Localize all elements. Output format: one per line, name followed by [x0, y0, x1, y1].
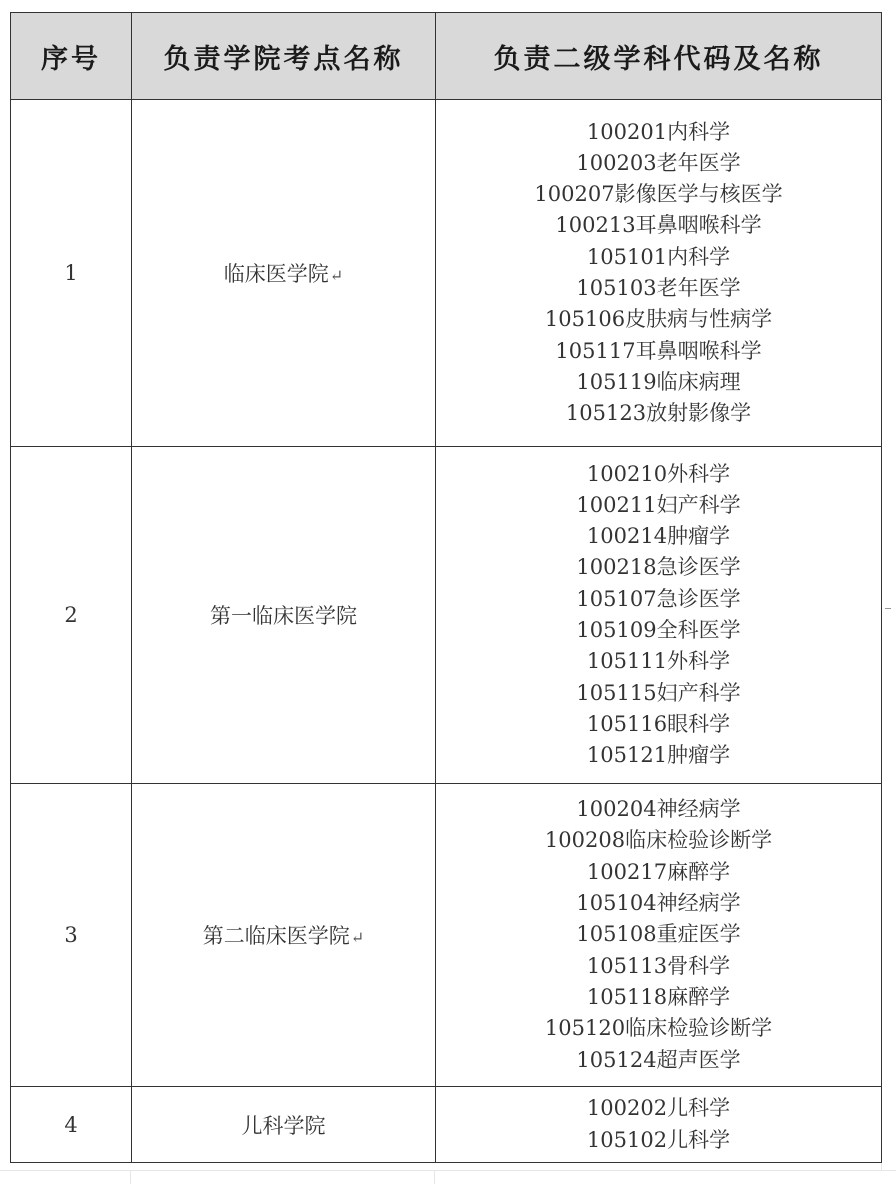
- school-cell: [132, 1087, 436, 1163]
- row-number: 1: [11, 100, 132, 447]
- codes-list: [436, 459, 881, 772]
- list-item: 100218急诊医学: [576, 555, 741, 580]
- faint-gridline: [0, 1170, 896, 1171]
- school-name: 第二临床医学院: [202, 924, 350, 948]
- codes-list: [436, 117, 881, 430]
- faint-gridline: [434, 1170, 435, 1184]
- list-item: 105103老年医学: [576, 276, 741, 300]
- list-item: 100213耳鼻咽喉科学: [555, 213, 762, 238]
- list-item: 100202儿科学: [586, 1096, 731, 1121]
- list-item: 100214肿瘤学: [586, 524, 731, 549]
- row-number: 2: [11, 447, 132, 784]
- list-item: 100210外科学: [586, 461, 731, 486]
- school-cell: [132, 447, 436, 784]
- table-row: [11, 100, 882, 447]
- list-item: 105118麻醉学: [586, 984, 731, 1009]
- list-item: 105120临床检验诊断学: [544, 1016, 773, 1041]
- list-item: 100203老年医学: [576, 150, 741, 175]
- list-item: 105108重症医学: [576, 922, 741, 947]
- list-item: 105124超声医学: [576, 1047, 741, 1072]
- school-cell: [132, 784, 436, 1087]
- codes-cell: [436, 1087, 882, 1163]
- list-item: 105102儿科学: [586, 1127, 731, 1152]
- list-item: 105121肿瘤学: [586, 743, 731, 768]
- paragraph-mark-icon: ↵: [329, 266, 344, 285]
- codes-list: [436, 794, 881, 1076]
- codes-cell: [436, 447, 882, 784]
- codes-list: [436, 1093, 881, 1156]
- codes-cell: [436, 100, 882, 447]
- list-item: 105115妇产科学: [576, 680, 741, 705]
- list-item: 100207影像医学与核医学: [534, 182, 783, 207]
- header-school: 负责学院考点名称: [132, 13, 436, 100]
- list-item: 105107急诊医学: [576, 586, 741, 611]
- table-row: [11, 447, 882, 784]
- list-item: 105123放射影像学: [565, 401, 752, 426]
- stray-mark: [885, 608, 891, 609]
- list-item: 100217麻醉学: [586, 859, 731, 884]
- list-item: 100208临床检验诊断学: [544, 828, 773, 853]
- table-row: [11, 784, 882, 1087]
- row-number: 4: [11, 1087, 132, 1163]
- header-no: 序号: [11, 13, 132, 100]
- list-item: 105111外科学: [586, 649, 731, 674]
- paragraph-mark-icon: ↵: [350, 928, 365, 947]
- table-row: [11, 1087, 882, 1163]
- list-item: 105116眼科学: [586, 711, 731, 736]
- assignment-table: [10, 12, 882, 1163]
- school-cell: [132, 100, 436, 447]
- list-item: 105117耳鼻咽喉科学: [555, 338, 762, 363]
- list-item: 100201内科学: [586, 119, 731, 144]
- list-item: 105104神经病学: [576, 891, 741, 916]
- list-item: 105109全科医学: [576, 618, 741, 642]
- list-item: 105113骨科学: [586, 953, 731, 978]
- list-item: 100211妇产科学: [576, 492, 741, 517]
- codes-cell: [436, 784, 882, 1087]
- list-item: 100204神经病学: [576, 797, 741, 822]
- list-item: 105101内科学: [586, 244, 731, 269]
- row-number: 3: [11, 784, 132, 1087]
- header-codes: 负责二级学科代码及名称: [436, 13, 882, 100]
- faint-gridline: [130, 1170, 131, 1184]
- school-name: 儿科学院: [241, 1113, 326, 1138]
- list-item: 105119临床病理: [576, 369, 741, 394]
- school-name: 第一临床医学院: [210, 604, 357, 628]
- school-name: 临床医学院: [223, 262, 329, 286]
- header-row: [11, 13, 882, 100]
- list-item: 105106皮肤病与性病学: [544, 307, 773, 332]
